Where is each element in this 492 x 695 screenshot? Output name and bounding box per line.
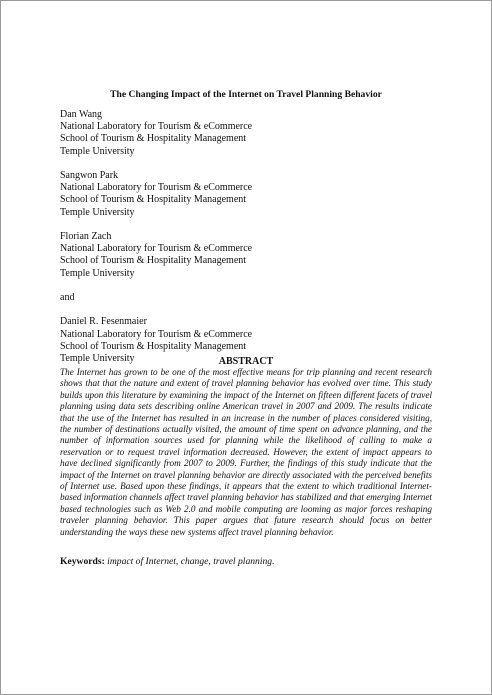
author-affiliation-line: School of Tourism & Hospitality Management	[60, 194, 247, 206]
author-affiliation-line: Temple University	[60, 145, 135, 157]
abstract-heading: ABSTRACT	[218, 356, 274, 367]
author-name: Daniel R. Fesenmaier	[60, 316, 147, 328]
author-block	[60, 170, 252, 219]
author-affiliation-line: National Laboratory for Tourism & eCommerce	[60, 328, 253, 340]
author-affiliation-line: Temple University	[60, 267, 135, 279]
author-list	[60, 109, 252, 377]
author-name: Florian Zach	[60, 231, 112, 242]
author-name: Sangwon Park	[60, 170, 119, 181]
author-conjunction: and	[60, 292, 75, 303]
author-affiliation-line: Temple University	[60, 206, 135, 218]
keywords-value: impact of Internet, change, travel planning.	[107, 556, 275, 567]
author-affiliation-line: School of Tourism & Hospitality Management	[60, 133, 247, 145]
author-affiliation-line: National Laboratory for Tourism & eCommerce	[60, 182, 253, 194]
author-affiliation-line: Temple University	[60, 353, 135, 364]
author-name: Dan Wang	[60, 109, 103, 120]
author-affiliation-line: National Laboratory for Tourism & eCommerce	[60, 243, 253, 255]
paper-title: The Changing Impact of the Internet on Travel Planning Behavior	[110, 89, 382, 100]
author-affiliation-line: School of Tourism & Hospitality Management	[60, 255, 247, 267]
keywords-line	[60, 556, 275, 567]
author-block	[60, 231, 252, 280]
author-block	[60, 109, 252, 158]
keywords-label: Keywords:	[60, 556, 105, 567]
abstract-section	[60, 356, 432, 538]
abstract-body: The Internet has grown to be one of the most effective means for trip planning and recent research shows that that the nature and extent of travel planning behavior has evolved over time. This study builds upon this literature by examining the impact of the Internet on fifteen different facets of travel planning using data sets describing online American travel in 2007 and 2009. The results indicate that the use of the Internet has resulted in an increase in the number of places considered visiting, the number of destinations actually visited, the amount of time spent on advance planning, and the number of information sources used for planning while the likelihood of calling to make a reservation or to request travel information decreased. However, the extent of impact appears to have declined significantly from 2007 to 2009. Further, the findings of this study indicate that the impact of the Internet on travel planning behavior are directly associated with the perceived benefits of Internet use. Based upon these findings, it appears that the extent to which traditional Internet-based information channels affect travel planning behavior has stabilized and that emerging Internet based technologies such as Web 2.0 and mobile computing are looming as major forces reshaping traveler planning behavior. This paper argues that future research should focus on better understanding the ways these new systems affect travel planning behavior.	[60, 367, 432, 537]
author-affiliation-line: School of Tourism & Hospitality Management	[60, 340, 247, 352]
author-affiliation-line: National Laboratory for Tourism & eCommerce	[60, 121, 253, 133]
